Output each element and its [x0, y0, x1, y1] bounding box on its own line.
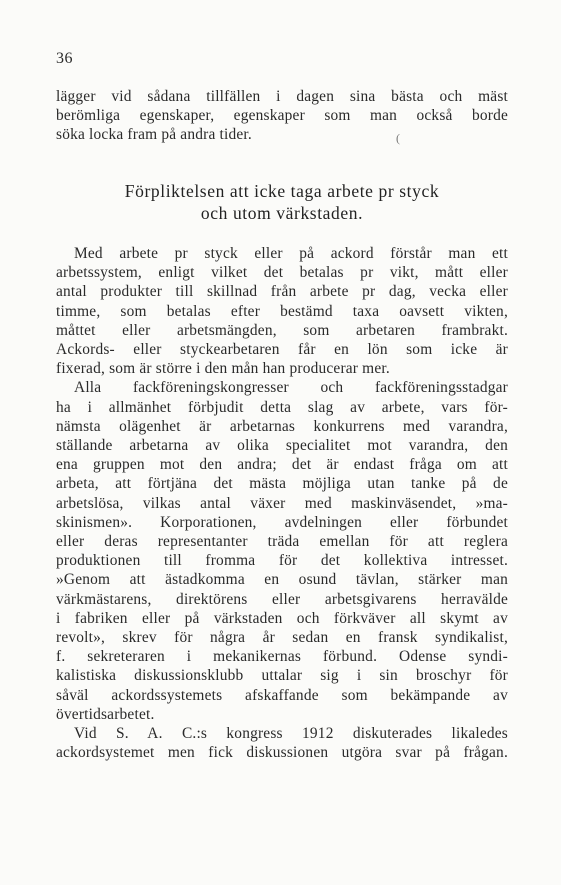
body-text — [56, 244, 508, 762]
intro-paragraph — [56, 87, 508, 145]
text-line: arbeta, att förtjäna det mästa möjliga utan tanke på de — [56, 475, 508, 493]
page-number: 36 — [56, 50, 73, 67]
text-line: antal produkter till skillnad från arbete pr dag, vecka eller — [56, 283, 508, 301]
text-line: f. sekreteraren i mekanikernas förbund. Odense syndi- — [56, 648, 508, 666]
text-line: revolt», skrev för några år sedan en fransk syndikalist, — [56, 629, 508, 647]
text-line: kalistiska diskussionsklubb uttalar sig i sin broschyr för — [56, 667, 508, 685]
text-line: måttet eller arbetsmängden, som arbetaren frambrakt. — [56, 321, 508, 339]
text-line: ena gruppen mot den andra; det är endast fråga om att — [56, 456, 508, 474]
text-line: skinismen». Korporationen, avdelningen eller förbundet — [56, 513, 508, 531]
text-line: eller deras representanter träda emellan för att reglera — [56, 533, 508, 551]
stray-mark: ( — [396, 131, 400, 145]
text-line: Ackords- eller styckearbetaren får en lön som icke är — [56, 341, 508, 359]
text-line: Vid S. A. C.:s kongress 1912 diskuterades likaledes — [74, 725, 508, 743]
text-line: »Genom att ästadkomma en osund tävlan, stärker man — [56, 571, 508, 589]
text-line: lägger vid sådana tillfällen i dagen sina bästa och mäst — [56, 88, 508, 105]
text-line: berömliga egenskaper, egenskaper som man också borde — [56, 107, 508, 125]
text-line: fixerad, som är större i den mån han producerar mer. — [56, 360, 390, 378]
heading-line-2: och utom värkstaden. — [200, 203, 364, 223]
text-line: såväl ackordssystemets afskaffande som bekämpande av — [56, 686, 508, 704]
text-line: ställande arbetarna av olika specialitet mot varandra, den — [56, 437, 508, 455]
text-line: söka locka fram på andra tider. — [56, 126, 252, 144]
heading-line-1: Förpliktelsen att icke taga arbete pr styck — [124, 181, 440, 201]
text-line: värkmästarens, direktörens eller arbetsgivarens herravälde — [56, 590, 508, 608]
text-line: ackordsystemet men fick diskussionen utgöra svar på frågan. — [56, 744, 508, 762]
text-line: övertidsarbetet. — [56, 705, 155, 723]
text-line: Alla fackföreningskongresser och fackföreningsstadgar — [74, 379, 508, 397]
section-heading — [56, 180, 508, 224]
text-line: Med arbete pr styck eller på ackord förstår man ett — [74, 245, 508, 262]
text-line: produktionen till fromma för det kollektiva intresset. — [56, 552, 508, 570]
text-line: arbetssystem, enligt vilket det betalas pr vikt, mått eller — [56, 264, 508, 282]
text-line: i fabriken eller på värkstaden och förkväver all skymt av — [56, 609, 508, 627]
text-line: ha i allmänhet förbjudit detta slag av arbete, vars för- — [56, 398, 508, 416]
text-line: nämsta olägenhet är arbetarnas konkurrens med varandra, — [56, 417, 508, 435]
text-line: arbetslösa, vilkas antal växer med maskinväsendet, »ma- — [56, 494, 508, 512]
text-line: timme, som betalas efter bestämd taxa oavsett vikten, — [56, 302, 508, 320]
